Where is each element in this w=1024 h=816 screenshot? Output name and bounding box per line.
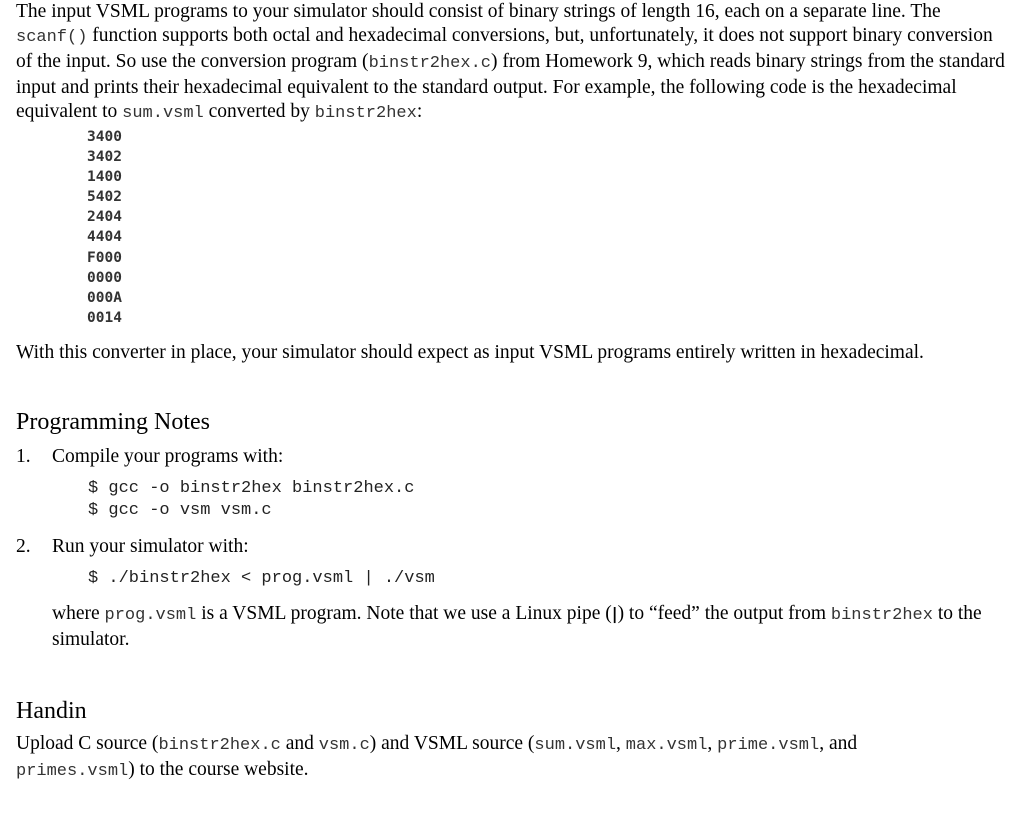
handin-heading: Handin [16,698,87,724]
code-prime-vsml: prime.vsml [717,736,820,755]
hex-code-listing [87,127,122,328]
hex-line: 000A [87,289,122,306]
code-sum-vsml: sum.vsml [122,104,204,123]
handin-text-5: , [707,733,718,754]
handin-paragraph [16,732,976,784]
code-prog-vsml: prog.vsml [104,606,197,625]
hex-line: 2404 [87,209,122,226]
hex-line: F000 [87,249,122,266]
code-binstr2hex-c: binstr2hex.c [368,54,491,73]
run-command: $ ./binstr2hex < prog.vsml | ./vsm [88,569,435,588]
intro-text-2: function supports both octal and hexadecimal conversions, but, unfortunately, it does not support binary conversion of the input. So use the conversion program ( [16,25,993,72]
hex-line: 3400 [87,129,122,145]
converter-note: With this converter in place, your simulator should expect as input VSML programs entirely written in hexadecimal. [16,342,924,363]
code-max-vsml: max.vsml [625,736,708,755]
handin-text-3: ) and VSML source ( [369,733,535,754]
pipe-symbol: | [611,604,618,623]
code-primes-vsml: primes.vsml [16,762,129,781]
programming-notes-heading: Programming Notes [16,409,210,435]
note-text-1: where [52,603,105,624]
hex-line: 1400 [87,169,122,186]
item-text: Compile your programs with: [52,446,284,467]
pipe-note [52,602,1002,652]
intro-paragraph [16,0,1011,126]
item-number: 1. [16,446,31,467]
handin-text-4: , [616,733,626,754]
hex-line: 0014 [87,309,122,326]
compile-command-1: $ gcc -o binstr2hex binstr2hex.c [88,479,415,498]
note-text-2: is a VSML program. Note that we use a Linux pipe ( [196,603,612,624]
note-text-3: ) to “feed” the output from [617,603,831,624]
code-binstr2hex: binstr2hex [830,606,933,625]
item-text: Run your simulator with: [52,536,249,557]
intro-text-5: : [416,101,423,122]
code-scanf: scanf() [16,28,88,47]
hex-line: 3402 [87,149,122,166]
handin-text-7: ) to the course website. [128,759,309,780]
note-text-4: to the simulator. [52,603,982,650]
handin-text-6: , and [819,733,858,754]
code-binstr2hex-c: binstr2hex.c [158,736,281,755]
compile-command-2: $ gcc -o vsm vsm.c [88,501,272,520]
code-vsm-c: vsm.c [318,736,370,755]
intro-text-1: The input VSML programs to your simulator should consist of binary strings of length 16, each on a separate line. The [16,1,941,22]
intro-text-3: ) from Homework 9, which reads binary strings from the standard input and prints their hexadecimal equivalent to the standard output. For example, the following code is the hexadecimal equivalent to [16,51,1005,122]
intro-text-4: converted by [203,101,315,122]
handin-text-2: and [280,733,319,754]
code-binstr2hex: binstr2hex [314,104,417,123]
hex-line: 5402 [87,189,122,206]
item-number: 2. [16,536,31,557]
hex-line: 0000 [87,269,122,286]
handin-text-1: Upload C source ( [16,733,159,754]
code-sum-vsml: sum.vsml [534,736,617,755]
hex-line: 4404 [87,229,122,246]
